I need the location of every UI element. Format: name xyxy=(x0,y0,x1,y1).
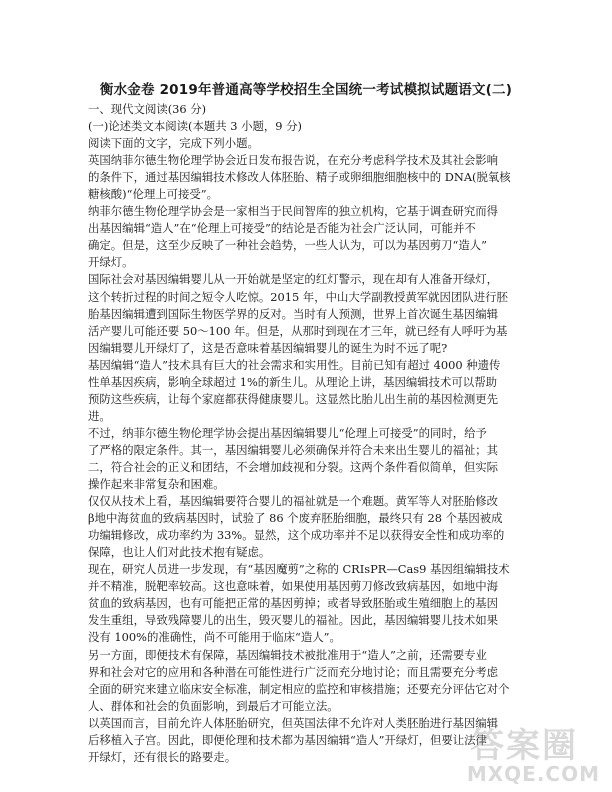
text-line: 后移植入子宫。因此，即便伦理和技术都为基因编辑“造人”开绿灯，但要让法律 xyxy=(88,732,487,747)
text-line: 胎基因编辑遭到国际生物医学界的反对。当时有人预测，世界上首次诞生基因编辑 xyxy=(88,306,499,321)
text-line: 因编辑婴儿开绿灯了，这是否意味着基因编辑婴儿的诞生为时不远了呢? xyxy=(88,340,448,355)
text-line: 进。 xyxy=(88,408,111,423)
text-line: 以英国而言，目前允许人体胚胎研究，但英国法律不允许对人类胚胎进行基因编辑 xyxy=(88,715,499,730)
text-line: 二，符合社会的正义和团结，不会增加歧视和分裂。这两个条件看似简单，但实际 xyxy=(88,459,499,474)
text-line: 国际社会对基因编辑婴儿从一开始就是坚定的红灯警示，现在却有人准备开绿灯， xyxy=(88,272,499,287)
text-line: (一)论述类文本阅读(本题共 3 小题，9 分) xyxy=(88,119,302,134)
text-line: 阅读下面的文字，完成下列小题。 xyxy=(88,136,259,151)
text-line: 英国纳菲尔德生物伦理学协会近日发布报告说，在充分考虑科学技术及其社会影响 xyxy=(88,153,499,168)
text-line: 性单基因疾病，影响全球超过 1%的新生儿。从理论上讲，基因编辑技术可以帮助 xyxy=(88,374,497,389)
text-line: 操作起来非常复杂和困难。 xyxy=(88,477,225,492)
text-line: 确定。但是，这至少反映了一种社会趋势，一些人认为，可以为基因剪刀“造人” xyxy=(88,238,487,253)
text-line: 糖核酸)“伦理上可接受”。 xyxy=(88,187,218,202)
text-line: 全面的研究来建立临床安全标准，制定相应的监控和审核措施；还要充分评估它对个 xyxy=(88,681,510,696)
text-line: 不过，纳菲尔德生物伦理学协会提出基因编辑婴儿“伦理上可接受”的同时，给予 xyxy=(88,425,487,440)
text-line: 了严格的限定条件。其一，基因编辑婴儿必须确保并符合未来出生婴儿的福祉；其 xyxy=(88,442,499,457)
text-line: 纳菲尔德生物伦理学协会是一家相当于民间智库的独立机构，它基于调查研究而得 xyxy=(88,204,499,219)
text-line: 发生重组，导致残障婴儿的出生，毁灭婴儿的福祉。因此，基因编辑婴儿技术如果 xyxy=(88,613,499,628)
watermark-en: MXQE.COM xyxy=(466,762,600,786)
text-line: 界和社会对它的应用和各种潜在可能性进行广泛而充分地讨论；而且需要充分考虑 xyxy=(88,664,499,679)
text-line: 预防这些疾病，让每个家庭都获得健康婴儿。这显然比胎儿出生前的基因检测更先 xyxy=(88,391,499,406)
text-line: 仅仅从技术上看，基因编辑要符合婴儿的福祉就是一个难题。黄军等人对胚胎修改 xyxy=(88,494,499,509)
text-line: 基因编辑“造人”技术具有巨大的社会需求和实用性。目前已知有超过 4000 种遗传 xyxy=(88,357,501,372)
document-title: 衡水金卷 2019年普通高等学校招生全国统一考试模拟试题语文(二) xyxy=(99,82,513,98)
text-line: 功编辑修改，成功率约为 33%。显然，这个成功率并不足以获得安全性和成功率的 xyxy=(88,528,505,543)
text-line: 没有 100%的准确性，尚不可能用于临床“造人”。 xyxy=(88,630,341,645)
text-line: 并不精准，脱靶率较高。这也意味着，如果使用基因剪刀修改致病基因，如地中海 xyxy=(88,579,499,594)
document-body xyxy=(88,101,528,766)
text-line: β地中海贫血的致病基因时，试验了 86 个废弃胚胎细胞，最终只有 28 个基因被成 xyxy=(88,511,503,526)
text-line: 开绿灯，还有很长的路要走。 xyxy=(88,749,237,764)
text-line: 这个转折过程的时间之短令人吃惊。2015 年，中山大学副教授黄军就因团队进行胚 xyxy=(88,289,508,304)
text-line: 活产婴儿可能还要 50～100 年。但是，从那时到现在才三年，就已经有人呼吁为基 xyxy=(88,323,508,338)
text-line: 人、群体和社会的负面影响，到最后才可能立法。 xyxy=(88,698,339,713)
text-line: 出基因编辑“造人”在“伦理上可接受”的结论是否能为社会广泛认同，可能并不 xyxy=(88,221,476,236)
watermark-logo xyxy=(464,718,604,786)
text-line: 现在，研究人员进一步发现，有“基因魔剪”之称的 CRIsPR—Cas9 基因组编辑技术 xyxy=(88,562,510,577)
text-line: 另一方面，即便技术有保障，基因编辑技术被批准用于“造人”之前，还需要专业 xyxy=(88,647,487,662)
text-line: 的条件下，通过基因编辑技术修改人体胚胎、精子或卵细胞细胞核中的 DNA(脱氧核 xyxy=(88,170,511,185)
text-line: 开绿灯。 xyxy=(88,255,134,270)
text-line: 贫血的致病基因，也有可能把正常的基因剪掉；或者导致胚胎或生殖细胞上的基因 xyxy=(88,596,499,611)
text-line: 保障，也让人们对此技术抱有疑虑。 xyxy=(88,545,271,560)
text-line: 一、现代文阅读(36 分) xyxy=(88,102,207,116)
watermark-cn: 答案圈 xyxy=(470,726,578,766)
